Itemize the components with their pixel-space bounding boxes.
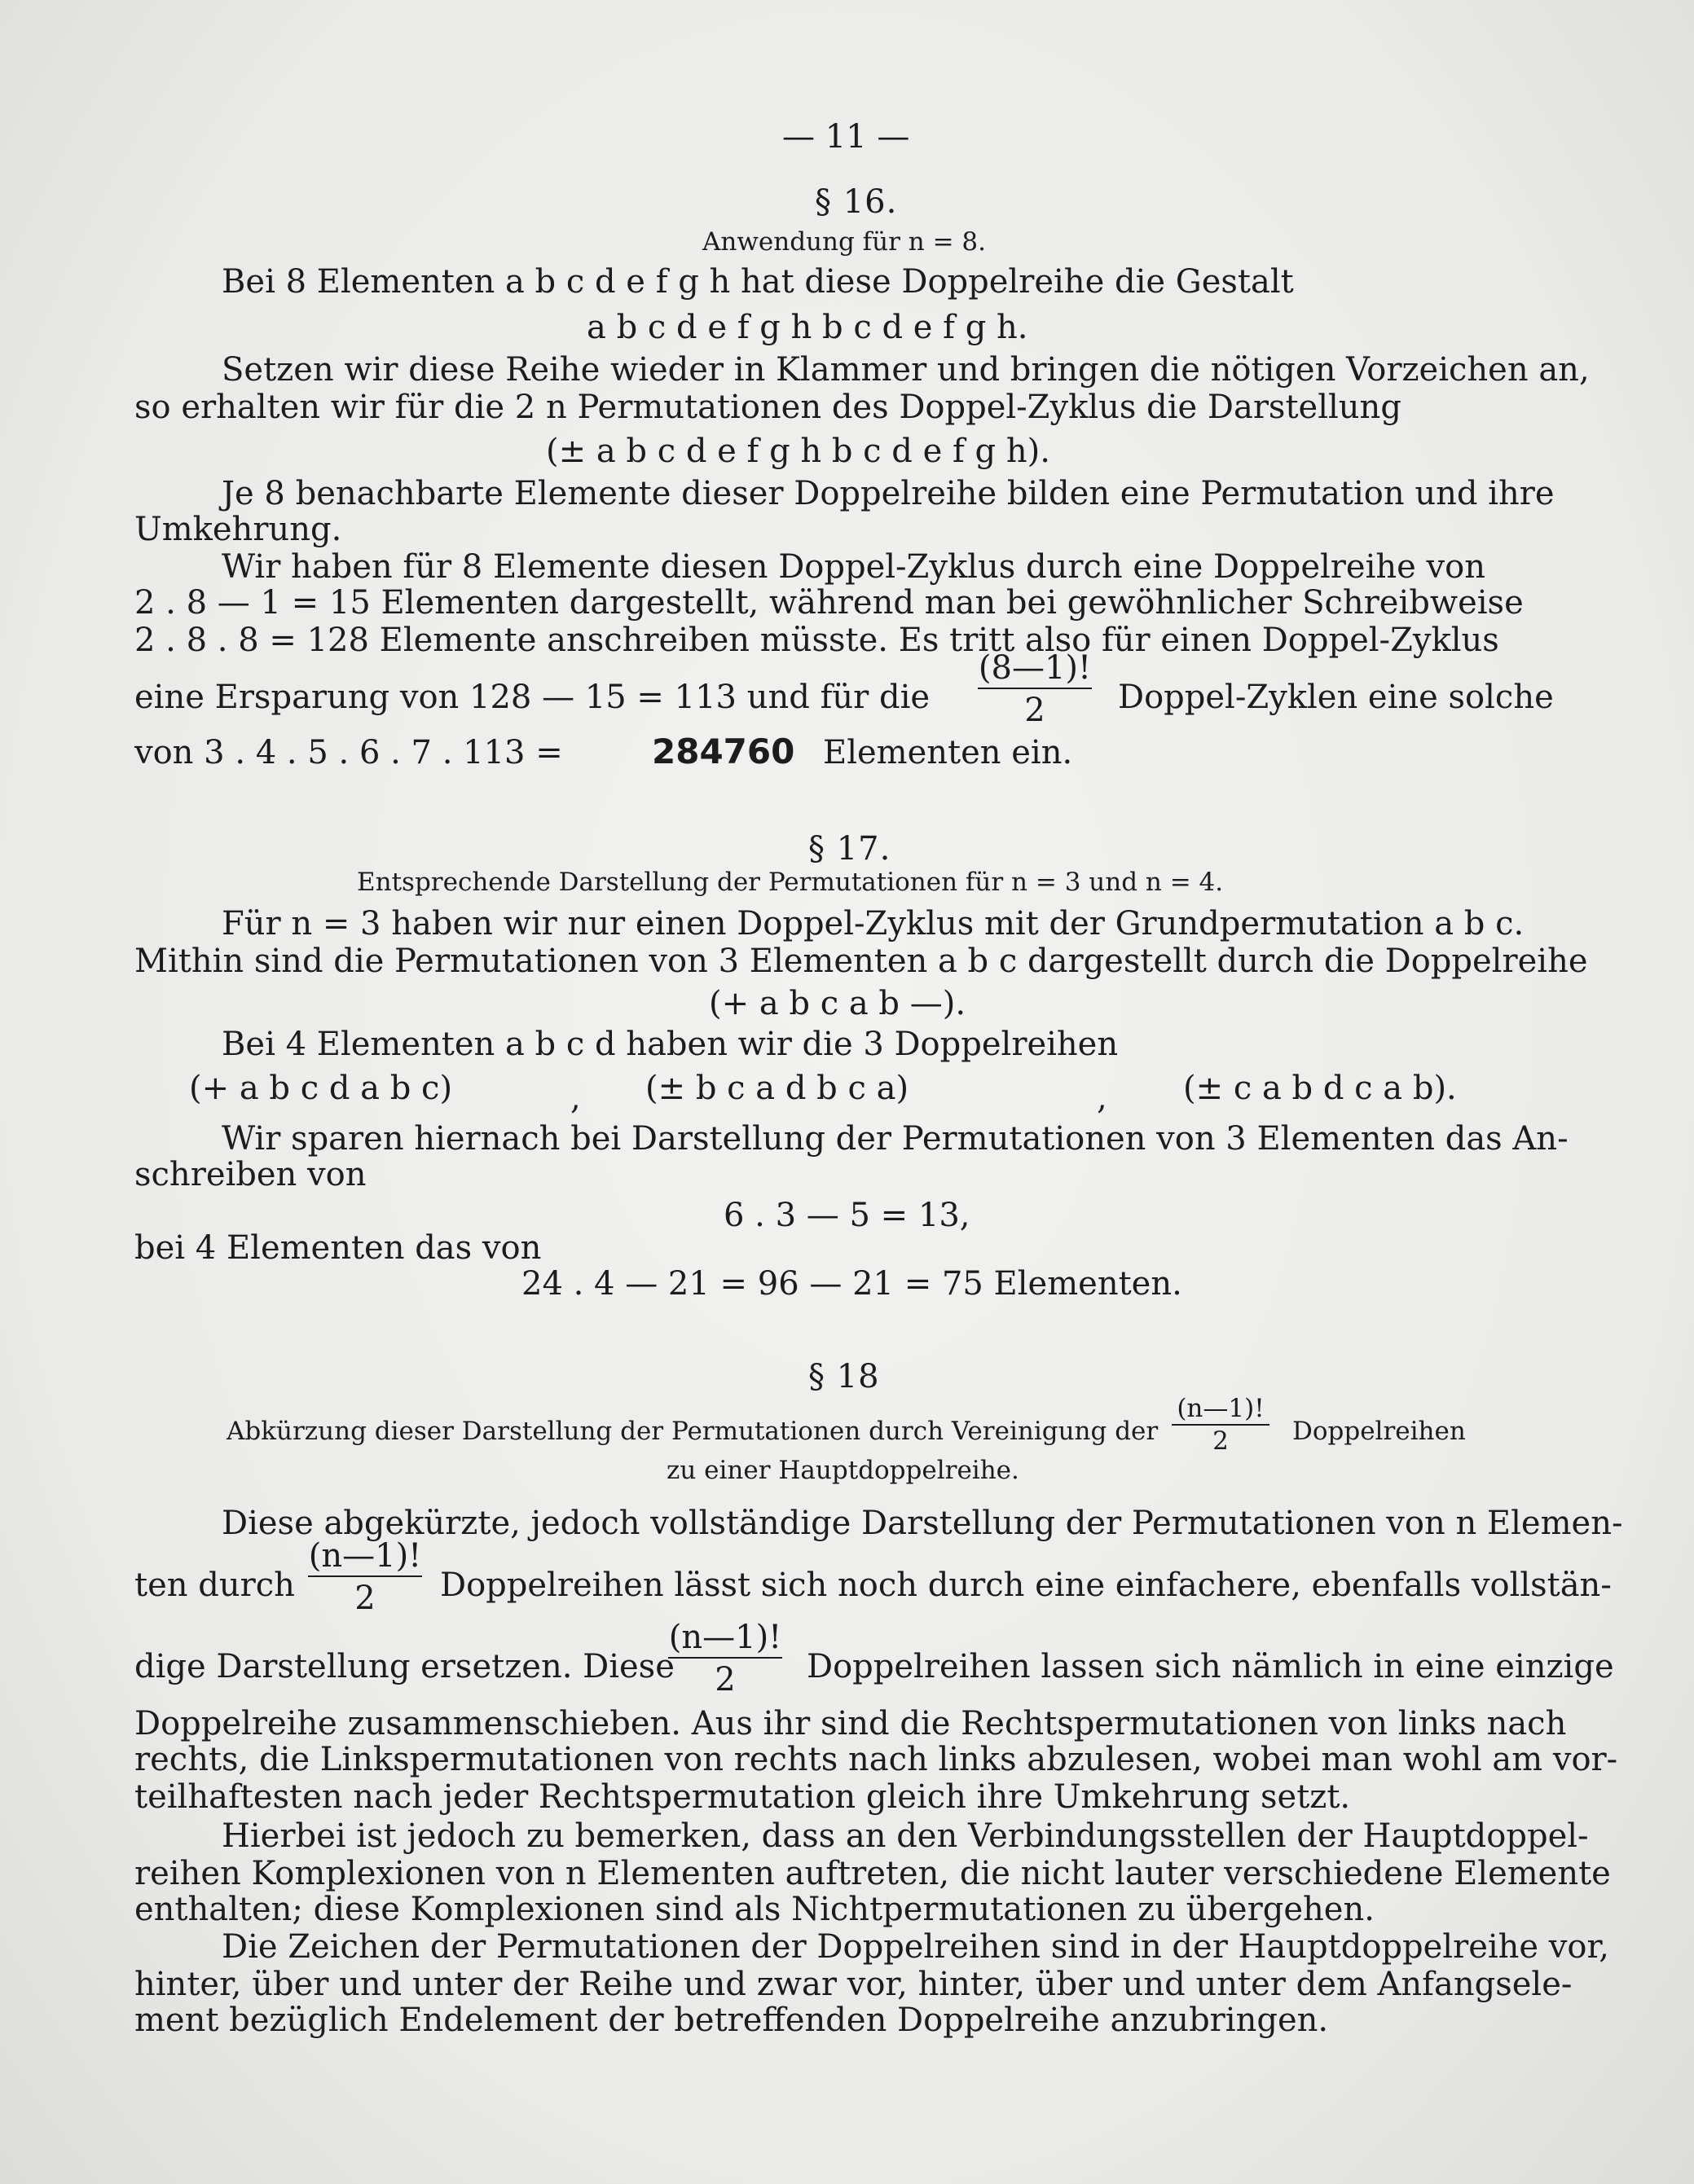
s16-line-4: so erhalten wir für die 2 n Permutationen des Doppel-Zyklus die Darstellung bbox=[134, 389, 1401, 426]
section-18-subheading-end: Doppelreihen bbox=[1292, 1417, 1466, 1446]
s17-line-6: Wir sparen hiernach bei Darstellung der Permutationen von 3 Elementen das An- bbox=[222, 1120, 1569, 1158]
s18-line-6: teilhaftesten nach jeder Rechtspermutation gleich ihre Umkehrung setzt. bbox=[134, 1778, 1351, 1816]
s16-line-3: Setzen wir diese Reihe wieder in Klammer und bringen die nötigen Vorzeichen an, bbox=[222, 351, 1590, 389]
s18-line-2-end: Doppelreihen lässt sich noch durch eine einfachere, ebenfalls vollstän- bbox=[440, 1567, 1612, 1604]
s18-line-8: reihen Komplexionen von n Elementen auftreten, die nicht lauter verschiedene Elemente bbox=[134, 1855, 1611, 1892]
s18-line-1: Diese abgekürzte, jedoch vollständige Darstellung der Permutationen von n Elemen- bbox=[222, 1505, 1623, 1542]
section-17-subheading: Entsprechende Darstellung der Permutationen für n = 3 und n = 4. bbox=[357, 868, 1224, 897]
s16-line-7: Umkehrung. bbox=[134, 511, 342, 548]
s17-line-3: (+ a b c a b —). bbox=[709, 985, 966, 1022]
double-row-cabd: (± c a b d c a b). bbox=[1183, 1070, 1457, 1107]
s18-line-3-end: Doppelreihen lassen sich nämlich in eine einzige bbox=[807, 1648, 1614, 1685]
s16-line-9: 2 . 8 — 1 = 15 Elementen dargestellt, während man bei gewöhnlicher Schreibweise bbox=[134, 584, 1524, 622]
s16-line-12-start: von 3 . 4 . 5 . 6 . 7 . 113 = bbox=[134, 734, 563, 771]
s18-line-4: Doppelreihe zusammenschieben. Aus ihr sind die Rechtspermutationen von links nach bbox=[134, 1705, 1567, 1742]
s18-line-10: Die Zeichen der Permutationen der Doppelreihen sind in der Hauptdoppelreihe vor, bbox=[222, 1928, 1609, 1966]
s18-line-12: ment bezüglich Endelement der betreffenden Doppelreihe anzubringen. bbox=[134, 2002, 1329, 2039]
s18-line-9: enthalten; diese Komplexionen sind als Nichtpermutationen zu übergehen. bbox=[134, 1891, 1375, 1928]
s16-line-1: Bei 8 Elementen a b c d e f g h hat diese Doppelreihe die Gestalt bbox=[222, 263, 1294, 301]
section-18-subheading-line-2: zu einer Hauptdoppelreihe. bbox=[667, 1456, 1019, 1485]
comma-separator: , bbox=[570, 1079, 581, 1117]
section-16-subheading: Anwendung für n = 8. bbox=[702, 227, 987, 257]
section-18-heading: § 18 bbox=[808, 1358, 880, 1395]
s16-line-10: 2 . 8 . 8 = 128 Elemente anschreiben müsste. Es tritt also für einen Doppel-Zyklus bbox=[134, 622, 1499, 659]
fraction-n-minus-1-factorial-over-2: (n—1)! 2 bbox=[308, 1537, 422, 1617]
s17-line-9: bei 4 Elementen das von bbox=[134, 1229, 542, 1267]
total-savings-number: 284760 bbox=[652, 732, 795, 771]
double-row-abcd: (+ a b c d a b c) bbox=[189, 1070, 453, 1107]
s18-line-3-start: dige Darstellung ersetzen. Diese bbox=[134, 1648, 675, 1685]
s17-line-1: Für n = 3 haben wir nur einen Doppel-Zyklus mit der Grundpermutation a b c. bbox=[222, 905, 1525, 943]
s16-line-2: a b c d e f g h b c d e f g h. bbox=[587, 309, 1028, 346]
s17-line-10: 24 . 4 — 21 = 96 — 21 = 75 Elementen. bbox=[521, 1265, 1182, 1303]
s18-line-2-start: ten durch bbox=[134, 1567, 295, 1604]
comma-separator: , bbox=[1097, 1079, 1107, 1117]
s16-line-6: Je 8 benachbarte Elemente dieser Doppelreihe bilden eine Permutation und ihre bbox=[222, 475, 1555, 512]
s16-line-11-end: Doppel-Zyklen eine solche bbox=[1118, 679, 1554, 716]
s16-line-11-start: eine Ersparung von 128 — 15 = 113 und für die bbox=[134, 679, 931, 716]
double-row-bcad: (± b c a d b c a) bbox=[645, 1070, 909, 1107]
s18-line-5: rechts, die Linkspermutationen von rechts nach links abzulesen, wobei man wohl am vor- bbox=[134, 1741, 1618, 1778]
section-18-subheading-start: Abkürzung dieser Darstellung der Permutationen durch Vereinigung der bbox=[227, 1417, 1159, 1446]
s17-line-7: schreiben von bbox=[134, 1156, 367, 1193]
s17-line-8: 6 . 3 — 5 = 13, bbox=[724, 1197, 970, 1234]
page-number: — 11 — bbox=[782, 118, 910, 156]
s18-line-7: Hierbei ist jedoch zu bemerken, dass an den Verbindungsstellen der Hauptdoppel- bbox=[222, 1817, 1589, 1855]
s17-line-2: Mithin sind die Permutationen von 3 Elementen a b c dargestellt durch die Doppelreihe bbox=[134, 943, 1588, 980]
fraction-n-minus-1-factorial-over-2: (n—1)! 2 bbox=[668, 1619, 782, 1698]
section-17-heading: § 17. bbox=[808, 830, 891, 868]
subheading-fraction: (n—1)! 2 bbox=[1172, 1396, 1269, 1454]
fraction-8-minus-1-factorial-over-2: (8—1)! 2 bbox=[978, 649, 1092, 729]
s17-line-4: Bei 4 Elementen a b c d haben wir die 3 Doppelreihen bbox=[222, 1026, 1119, 1063]
s16-line-12-end: Elementen ein. bbox=[823, 734, 1073, 771]
s16-line-5: (± a b c d e f g h b c d e f g h). bbox=[546, 433, 1050, 470]
s18-line-11: hinter, über und unter der Reihe und zwar vor, hinter, über und unter dem Anfangsele- bbox=[134, 1966, 1573, 2003]
s16-line-8: Wir haben für 8 Elemente diesen Doppel-Zyklus durch eine Doppelreihe von bbox=[222, 548, 1485, 586]
section-16-heading: § 16. bbox=[815, 183, 898, 221]
